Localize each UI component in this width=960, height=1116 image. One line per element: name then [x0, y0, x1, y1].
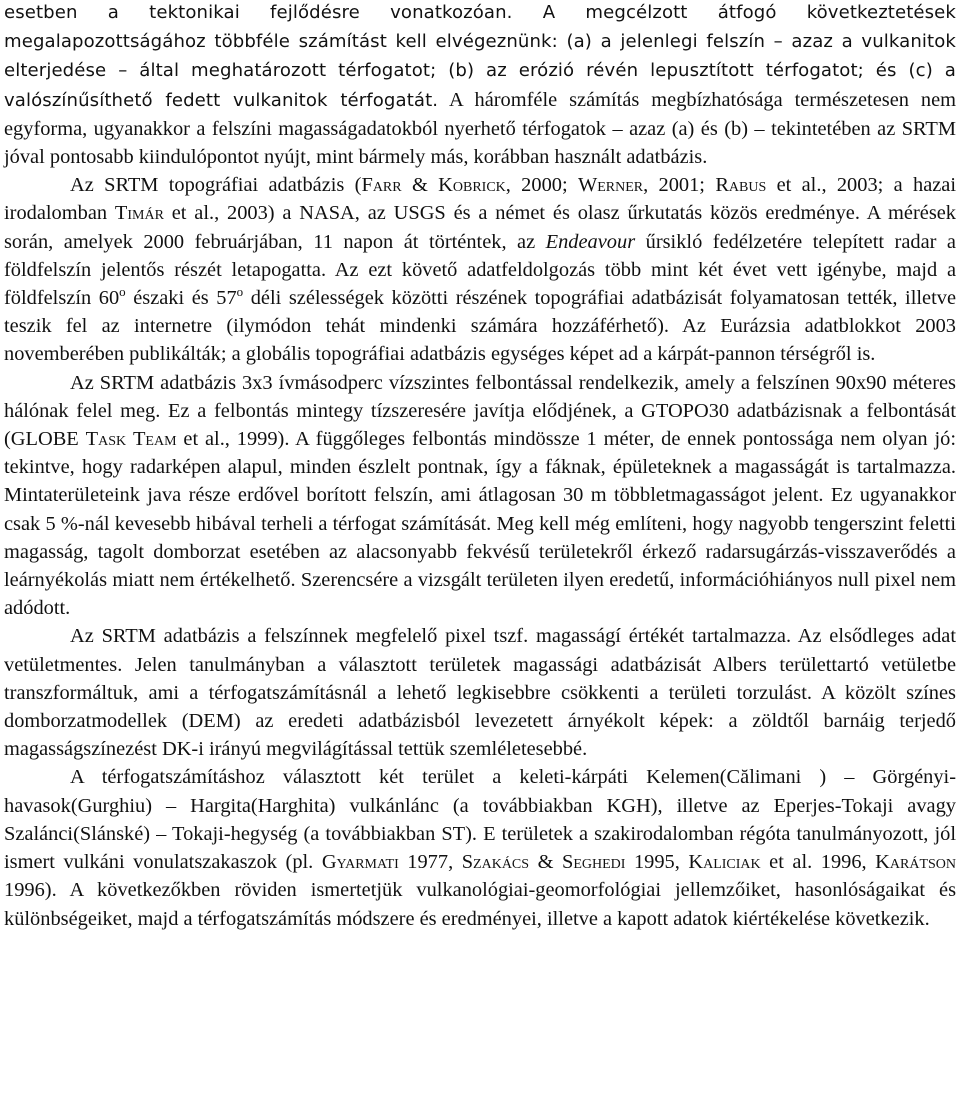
text-run: 1995, [625, 851, 689, 874]
paragraph-4 [4, 622, 956, 763]
author-farr: Farr [361, 174, 402, 197]
paragraph-2 [4, 171, 956, 368]
author-seghedi: Seghedi [561, 851, 626, 874]
paragraph-5 [4, 763, 956, 932]
endeavour-name: Endeavour [545, 230, 636, 253]
paragraph-1-serif-text: A háromféle számítás megbízhatósága természetesen nem egyforma, ugyanakkor a felszíni magasságadatokból nyerhető térfogatok – azaz (a) és (b) – tekintetében az SRTM jóval pontosabb kiindulópontot nyújt, mint bármely más, korábban használt adatbázis. [4, 88, 957, 169]
degree-mark: o [119, 284, 126, 300]
paragraph-3 [4, 369, 956, 623]
author-szakacs: Szakács [461, 851, 530, 874]
author-gyarmati: Gyarmati [321, 851, 399, 874]
author-kobrick: Kobrick [438, 174, 506, 197]
text-run: Az SRTM topográfiai adatbázis ( [70, 174, 362, 197]
paragraph-1 [4, 0, 956, 171]
text-run: 1977, [398, 851, 462, 874]
text-run: északi és 57 [125, 287, 237, 310]
paragraph-1-sans-text: esetben a tektonikai fejlődésre vonatkozóan. A megcélzott átfogó következtetések megalapozottságához többféle számítást kell elvégeznünk: (a) a jelenlegi felszín – azaz a vulkanitok elterjedése – által meghatározott térfogatot; (b) az erózió révén lepusztított térfogatot; és (c) a valószínűsíthető fedett vulkanitok térfogatát. [4, 2, 956, 111]
text-run: , 2001; [643, 174, 716, 197]
author-rabus: Rabus [715, 174, 767, 197]
text-run: 1996). A következőkben röviden ismertetjük vulkanológiai-geomorfológiai jellemzőiket, hasonlóságaikat és különbségeiket, majd a térfogatszámítás módszere és eredményei, illetve a kapott adatok kiértékelése következik. [4, 879, 956, 930]
text-run: et al., 2003; a hazai irodalomban [4, 174, 957, 225]
text-run: déli szélességek közötti részének topográfiai adatbázisát folyamatosan tették, illetve teszik fel az internetre (ilymódon tehát mindenki számára hozzáférhető). Az Eurázsia adatblokkot 2003 novemberében publikálták; a globális topográfiai adatbázis egységes képet ad a kárpát-pannon térségről is. [4, 287, 957, 366]
degree-mark: o [236, 284, 244, 300]
author-kaliciak: Kaliciak [688, 851, 761, 874]
author-task: Task [85, 428, 127, 451]
text-run: et al., 2003) a NASA, az USGS és a német és olasz űrkutatás közös eredménye. A mérések során, amelyek 2000 februárjában, 11 napon át történtek, az [4, 202, 956, 253]
author-timar: Timár [114, 202, 164, 225]
text-run: Az SRTM adatbázis 3x3 ívmásodperc vízszintes felbontással rendelkezik, amely a felszínen 90x90 méteres hálónak felel meg. Ez a felbontás mintegy tízszeresére javítja elődjének, a GTOPO30 adatbázisnak a felbontását (GLOBE [4, 371, 956, 451]
author-karatson: Karátson [875, 851, 956, 874]
text-run: , 2000; [505, 174, 578, 197]
text-run: Az SRTM adatbázis a felszínnek megfelelő pixel tszf. magasságí értékét tartalmazza. Az elsődleges adat vetületmentes. Jelen tanulmányban a választott területek magassági adatbázisát Albers területtartó vetületbe transzformáltuk, ami a térfogatszámításnál a lehető legkisebbre csökkenti a területi torzulást. A közölt színes domborzatmodellek (DEM) az eredeti adatbázisból levezetett árnyékolt képek: a zöldtől barnáig terjedő magasságszínezést DK-i irányú megvilágítással tettük szemléletesebbé. [4, 625, 956, 761]
text-run: A térfogatszámításhoz választott két terület a keleti-kárpáti Kelemen(Călimani ) – Görgényi-havasok(Gurghiu) – Hargita(Harghita) vulkánlánc (a továbbiakban KGH), illetve az Eperjes-Tokaji avagy Szalánci(Slánské) – Tokaji-hegység (a továbbiakban ST). E területek a szakirodalomban régóta tanulmányozott, jól ismert vulkáni vonulatszakaszok (pl. [4, 766, 956, 874]
author-werner: Werner [577, 174, 644, 197]
author-team: Team [132, 428, 177, 451]
text-run: űrsikló fedélzetére telepített radar a földfelszín jelentős részét letapogatta. Az ezt követő adatfeldolgozás több mint két évet vett igénybe, majd a földfelszín 60 [4, 230, 956, 310]
text-run: & [529, 851, 562, 874]
text-run [126, 428, 133, 450]
text-run: et al. 1996, [760, 851, 876, 874]
text-run: et al., 1999). A függőleges felbontás mindössze 1 méter, de ennek pontossága nem olyan jó: tekintve, hogy radarképen alapul, minden észlelt pontnak, így a fáknak, épületeknek a magasságát is tartalmazza. Mintaterületeink java része erdővel borított felszín, ami átlagosan 30 m többletmagasságot jelent. Ez ugyanakkor csak 5 %-nál kevesebb hibával terheli a térfogat számítását. Meg kell még említeni, hogy nagyobb tengerszint feletti magasság, tagolt domborzat esetében az alacsonyabb fekvésű területekről érkező radarsugárzás-visszaverődés a leárnyékolás miatt nem értékelhető. Szerencsére a vizsgált területen ilyen eredetű, információhiányos null pixel nem adódott. [4, 428, 956, 620]
text-run: & [401, 174, 439, 197]
